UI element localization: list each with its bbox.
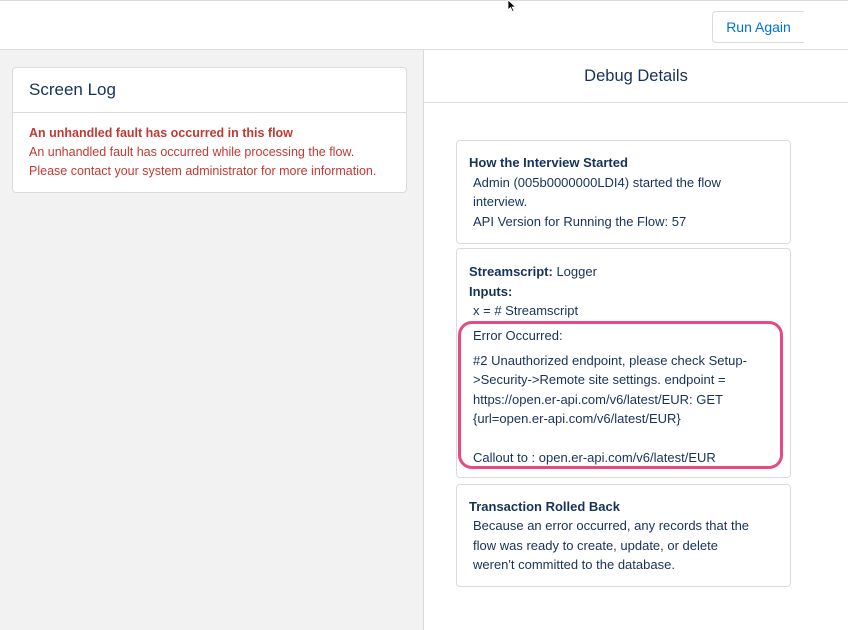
api-version-line: API Version for Running the Flow: 57 [473,214,687,229]
streamscript-label: Streamscript: [469,264,553,279]
streamscript-name: Logger [556,264,597,279]
rolled-back-line: weren't committed to the database. [473,557,675,572]
transaction-rolled-back-card [456,484,791,587]
rolled-back-line: Because an error occurred, any records that the [473,518,750,533]
mouse-pointer-icon [507,0,519,12]
fault-message-line: An unhandled fault has occurred while processing the flow. [29,145,355,159]
interview-started-line: Admin (005b0000000LDI4) started the flow [473,175,721,190]
debug-details-title: Debug Details [424,50,848,103]
inputs-label: Inputs: [469,284,513,299]
screen-log-title: Screen Log [13,68,406,113]
error-message-line: {url=open.er-api.com/v6/latest/EUR} [473,411,681,426]
run-again-button[interactable]: Run Again [712,11,804,43]
screen-log-card [12,67,407,193]
top-toolbar [0,0,848,50]
error-message-line: https://open.er-api.com/v6/latest/EUR: GET [473,392,723,407]
rolled-back-heading: Transaction Rolled Back [469,499,620,514]
interview-started-line: interview. [473,194,528,209]
screen-pane [0,50,423,630]
error-occurred-label: Error Occurred: [473,328,563,343]
rolled-back-line: flow was ready to create, update, or delete [473,538,718,553]
fault-message-line: Please contact your system administrator for more information. [29,164,377,178]
streamscript-line [469,264,597,279]
interview-started-card [456,140,791,244]
error-message-line: #2 Unauthorized endpoint, please check Setup- [473,353,747,368]
error-message-line: >Security->Remote site settings. endpoint = [473,372,726,387]
interview-started-heading: How the Interview Started [469,155,628,170]
input-value: x = # Streamscript [473,303,579,318]
fault-title: An unhandled fault has occurred in this flow [29,126,293,140]
error-highlight-annotation [458,321,783,469]
callout-line: Callout to : open.er-api.com/v6/latest/EUR [473,450,716,465]
debug-pane [424,50,848,630]
